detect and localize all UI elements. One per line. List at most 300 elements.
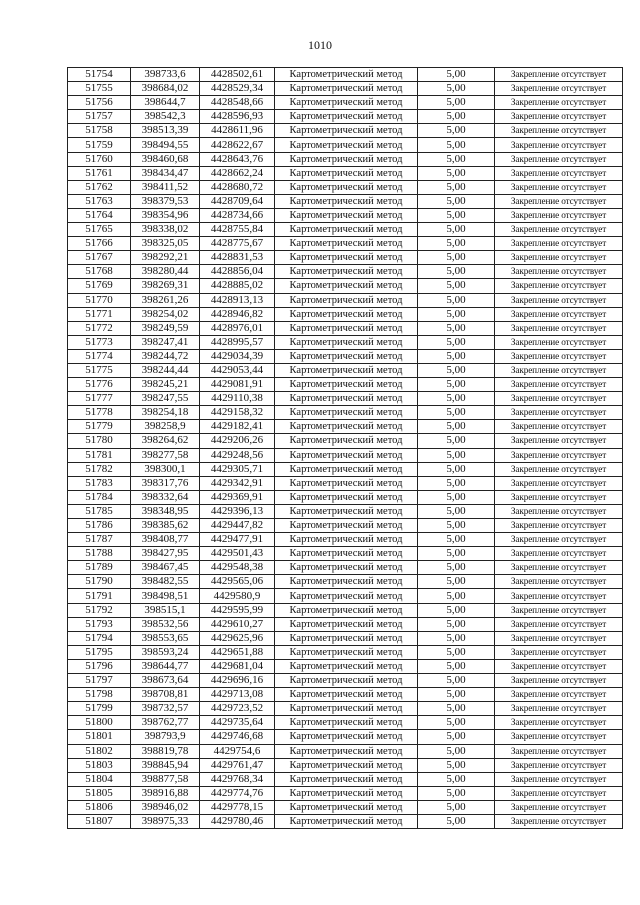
accuracy-cell: 5,00 [418,814,495,828]
y-coordinate-cell: 4428709,64 [200,194,275,208]
method-cell: Картометрический метод [275,251,418,265]
table-row [68,462,623,476]
table-row [68,800,623,814]
x-coordinate-cell: 398249,59 [131,321,200,335]
accuracy-cell: 5,00 [418,786,495,800]
table-row [68,575,623,589]
fixation-cell: Закрепление отсутствует [495,307,623,321]
accuracy-cell: 5,00 [418,603,495,617]
method-cell: Картометрический метод [275,800,418,814]
accuracy-cell: 5,00 [418,561,495,575]
method-cell: Картометрический метод [275,674,418,688]
fixation-cell: Закрепление отсутствует [495,603,623,617]
accuracy-cell: 5,00 [418,68,495,82]
method-cell: Картометрический метод [275,279,418,293]
fixation-cell: Закрепление отсутствует [495,617,623,631]
y-coordinate-cell: 4429610,27 [200,617,275,631]
accuracy-cell: 5,00 [418,82,495,96]
accuracy-cell: 5,00 [418,617,495,631]
x-coordinate-cell: 398254,18 [131,406,200,420]
y-coordinate-cell: 4428856,04 [200,265,275,279]
x-coordinate-cell: 398845,94 [131,758,200,772]
point-number-cell: 51786 [68,519,131,533]
table-row [68,617,623,631]
x-coordinate-cell: 398354,96 [131,208,200,222]
table-row [68,321,623,335]
method-cell: Картометрический метод [275,814,418,828]
fixation-cell: Закрепление отсутствует [495,659,623,673]
fixation-cell: Закрепление отсутствует [495,68,623,82]
x-coordinate-cell: 398553,65 [131,631,200,645]
accuracy-cell: 5,00 [418,758,495,772]
method-cell: Картометрический метод [275,82,418,96]
y-coordinate-cell: 4429754,6 [200,744,275,758]
method-cell: Картометрический метод [275,772,418,786]
y-coordinate-cell: 4429501,43 [200,547,275,561]
accuracy-cell: 5,00 [418,448,495,462]
table-row [68,744,623,758]
point-number-cell: 51780 [68,434,131,448]
x-coordinate-cell: 398644,77 [131,659,200,673]
accuracy-cell: 5,00 [418,434,495,448]
fixation-cell: Закрепление отсутствует [495,279,623,293]
point-number-cell: 51758 [68,124,131,138]
accuracy-cell: 5,00 [418,547,495,561]
y-coordinate-cell: 4429342,91 [200,476,275,490]
point-number-cell: 51798 [68,688,131,702]
point-number-cell: 51800 [68,716,131,730]
accuracy-cell: 5,00 [418,110,495,124]
table-row [68,631,623,645]
y-coordinate-cell: 4428611,96 [200,124,275,138]
fixation-cell: Закрепление отсутствует [495,82,623,96]
method-cell: Картометрический метод [275,68,418,82]
x-coordinate-cell: 398317,76 [131,476,200,490]
point-number-cell: 51763 [68,194,131,208]
y-coordinate-cell: 4429565,06 [200,575,275,589]
y-coordinate-cell: 4429651,88 [200,645,275,659]
y-coordinate-cell: 4428734,66 [200,208,275,222]
table-row [68,363,623,377]
x-coordinate-cell: 398733,6 [131,68,200,82]
table-row [68,152,623,166]
method-cell: Картометрический метод [275,702,418,716]
x-coordinate-cell: 398532,56 [131,617,200,631]
table-row [68,476,623,490]
fixation-cell: Закрепление отсутствует [495,223,623,237]
point-number-cell: 51760 [68,152,131,166]
table-row [68,533,623,547]
y-coordinate-cell: 4429053,44 [200,363,275,377]
point-number-cell: 51794 [68,631,131,645]
fixation-cell: Закрепление отсутствует [495,688,623,702]
x-coordinate-cell: 398708,81 [131,688,200,702]
accuracy-cell: 5,00 [418,293,495,307]
method-cell: Картометрический метод [275,378,418,392]
fixation-cell: Закрепление отсутствует [495,575,623,589]
y-coordinate-cell: 4428622,67 [200,138,275,152]
table-row [68,589,623,603]
x-coordinate-cell: 398467,45 [131,561,200,575]
x-coordinate-cell: 398498,51 [131,589,200,603]
y-coordinate-cell: 4429595,99 [200,603,275,617]
table-row [68,504,623,518]
x-coordinate-cell: 398593,24 [131,645,200,659]
x-coordinate-cell: 398244,44 [131,363,200,377]
fixation-cell: Закрепление отсутствует [495,645,623,659]
point-number-cell: 51772 [68,321,131,335]
y-coordinate-cell: 4428662,24 [200,166,275,180]
table-row [68,645,623,659]
method-cell: Картометрический метод [275,603,418,617]
method-cell: Картометрический метод [275,321,418,335]
fixation-cell: Закрепление отсутствует [495,251,623,265]
coordinates-table [67,67,623,829]
x-coordinate-cell: 398247,55 [131,392,200,406]
fixation-cell: Закрепление отсутствует [495,378,623,392]
y-coordinate-cell: 4428913,13 [200,293,275,307]
table-row [68,674,623,688]
y-coordinate-cell: 4429746,68 [200,730,275,744]
method-cell: Картометрический метод [275,758,418,772]
accuracy-cell: 5,00 [418,166,495,180]
fixation-cell: Закрепление отсутствует [495,392,623,406]
point-number-cell: 51791 [68,589,131,603]
x-coordinate-cell: 398325,05 [131,237,200,251]
method-cell: Картометрический метод [275,744,418,758]
y-coordinate-cell: 4428755,84 [200,223,275,237]
table-row [68,659,623,673]
fixation-cell: Закрепление отсутствует [495,561,623,575]
method-cell: Картометрический метод [275,462,418,476]
point-number-cell: 51797 [68,674,131,688]
y-coordinate-cell: 4429447,82 [200,519,275,533]
fixation-cell: Закрепление отсутствует [495,490,623,504]
method-cell: Картометрический метод [275,363,418,377]
x-coordinate-cell: 398277,58 [131,448,200,462]
method-cell: Картометрический метод [275,533,418,547]
method-cell: Картометрический метод [275,138,418,152]
table-row [68,434,623,448]
table-row [68,786,623,800]
point-number-cell: 51755 [68,82,131,96]
fixation-cell: Закрепление отсутствует [495,800,623,814]
y-coordinate-cell: 4429158,32 [200,406,275,420]
accuracy-cell: 5,00 [418,138,495,152]
accuracy-cell: 5,00 [418,406,495,420]
table-row [68,335,623,349]
accuracy-cell: 5,00 [418,716,495,730]
table-row [68,223,623,237]
fixation-cell: Закрепление отсутствует [495,519,623,533]
x-coordinate-cell: 398762,77 [131,716,200,730]
accuracy-cell: 5,00 [418,237,495,251]
fixation-cell: Закрепление отсутствует [495,589,623,603]
table-row [68,349,623,363]
x-coordinate-cell: 398793,9 [131,730,200,744]
fixation-cell: Закрепление отсутствует [495,420,623,434]
fixation-cell: Закрепление отсутствует [495,237,623,251]
fixation-cell: Закрепление отсутствует [495,814,623,828]
table-row [68,293,623,307]
x-coordinate-cell: 398946,02 [131,800,200,814]
accuracy-cell: 5,00 [418,335,495,349]
method-cell: Картометрический метод [275,730,418,744]
accuracy-cell: 5,00 [418,349,495,363]
table-row [68,279,623,293]
x-coordinate-cell: 398254,02 [131,307,200,321]
accuracy-cell: 5,00 [418,152,495,166]
accuracy-cell: 5,00 [418,307,495,321]
point-number-cell: 51754 [68,68,131,82]
point-number-cell: 51782 [68,462,131,476]
x-coordinate-cell: 398482,55 [131,575,200,589]
accuracy-cell: 5,00 [418,279,495,293]
page-number: 1010 [308,38,332,52]
accuracy-cell: 5,00 [418,223,495,237]
table-row [68,392,623,406]
method-cell: Картометрический метод [275,448,418,462]
fixation-cell: Закрепление отсутствует [495,476,623,490]
accuracy-cell: 5,00 [418,321,495,335]
accuracy-cell: 5,00 [418,800,495,814]
fixation-cell: Закрепление отсутствует [495,744,623,758]
table-row [68,490,623,504]
table-row [68,603,623,617]
method-cell: Картометрический метод [275,335,418,349]
accuracy-cell: 5,00 [418,420,495,434]
y-coordinate-cell: 4429206,26 [200,434,275,448]
point-number-cell: 51787 [68,533,131,547]
point-number-cell: 51759 [68,138,131,152]
x-coordinate-cell: 398280,44 [131,265,200,279]
point-number-cell: 51757 [68,110,131,124]
fixation-cell: Закрепление отсутствует [495,110,623,124]
method-cell: Картометрический метод [275,786,418,800]
y-coordinate-cell: 4429780,46 [200,814,275,828]
y-coordinate-cell: 4429681,04 [200,659,275,673]
table-row [68,82,623,96]
fixation-cell: Закрепление отсутствует [495,758,623,772]
accuracy-cell: 5,00 [418,180,495,194]
x-coordinate-cell: 398515,1 [131,603,200,617]
x-coordinate-cell: 398684,02 [131,82,200,96]
y-coordinate-cell: 4428643,76 [200,152,275,166]
method-cell: Картометрический метод [275,476,418,490]
table-row [68,251,623,265]
table-row [68,730,623,744]
fixation-cell: Закрепление отсутствует [495,194,623,208]
point-number-cell: 51768 [68,265,131,279]
point-number-cell: 51788 [68,547,131,561]
x-coordinate-cell: 398261,26 [131,293,200,307]
method-cell: Картометрический метод [275,406,418,420]
fixation-cell: Закрепление отсутствует [495,208,623,222]
point-number-cell: 51804 [68,772,131,786]
y-coordinate-cell: 4428548,66 [200,96,275,110]
point-number-cell: 51761 [68,166,131,180]
accuracy-cell: 5,00 [418,251,495,265]
y-coordinate-cell: 4429735,64 [200,716,275,730]
y-coordinate-cell: 4428775,67 [200,237,275,251]
point-number-cell: 51784 [68,490,131,504]
y-coordinate-cell: 4428680,72 [200,180,275,194]
accuracy-cell: 5,00 [418,265,495,279]
table-row [68,547,623,561]
x-coordinate-cell: 398673,64 [131,674,200,688]
y-coordinate-cell: 4429477,91 [200,533,275,547]
y-coordinate-cell: 4428596,93 [200,110,275,124]
table-row [68,237,623,251]
table-row [68,420,623,434]
method-cell: Картометрический метод [275,223,418,237]
point-number-cell: 51796 [68,659,131,673]
y-coordinate-cell: 4428502,61 [200,68,275,82]
x-coordinate-cell: 398494,55 [131,138,200,152]
x-coordinate-cell: 398258,9 [131,420,200,434]
y-coordinate-cell: 4429396,13 [200,504,275,518]
x-coordinate-cell: 398264,62 [131,434,200,448]
y-coordinate-cell: 4428946,82 [200,307,275,321]
method-cell: Картометрический метод [275,293,418,307]
x-coordinate-cell: 398975,33 [131,814,200,828]
x-coordinate-cell: 398379,53 [131,194,200,208]
y-coordinate-cell: 4429248,56 [200,448,275,462]
method-cell: Картометрический метод [275,561,418,575]
accuracy-cell: 5,00 [418,124,495,138]
y-coordinate-cell: 4428831,53 [200,251,275,265]
accuracy-cell: 5,00 [418,378,495,392]
fixation-cell: Закрепление отсутствует [495,547,623,561]
point-number-cell: 51775 [68,363,131,377]
point-number-cell: 51790 [68,575,131,589]
point-number-cell: 51781 [68,448,131,462]
point-number-cell: 51765 [68,223,131,237]
fixation-cell: Закрепление отсутствует [495,406,623,420]
accuracy-cell: 5,00 [418,772,495,786]
method-cell: Картометрический метод [275,589,418,603]
fixation-cell: Закрепление отсутствует [495,293,623,307]
method-cell: Картометрический метод [275,659,418,673]
x-coordinate-cell: 398513,39 [131,124,200,138]
method-cell: Картометрический метод [275,490,418,504]
y-coordinate-cell: 4429625,96 [200,631,275,645]
point-number-cell: 51806 [68,800,131,814]
point-number-cell: 51783 [68,476,131,490]
method-cell: Картометрический метод [275,349,418,363]
point-number-cell: 51805 [68,786,131,800]
method-cell: Картометрический метод [275,124,418,138]
y-coordinate-cell: 4429696,16 [200,674,275,688]
point-number-cell: 51802 [68,744,131,758]
point-number-cell: 51770 [68,293,131,307]
point-number-cell: 51792 [68,603,131,617]
x-coordinate-cell: 398332,64 [131,490,200,504]
accuracy-cell: 5,00 [418,730,495,744]
method-cell: Картометрический метод [275,96,418,110]
point-number-cell: 51776 [68,378,131,392]
fixation-cell: Закрепление отсутствует [495,462,623,476]
accuracy-cell: 5,00 [418,702,495,716]
table-row [68,448,623,462]
x-coordinate-cell: 398644,7 [131,96,200,110]
table-row [68,166,623,180]
accuracy-cell: 5,00 [418,744,495,758]
fixation-cell: Закрепление отсутствует [495,321,623,335]
accuracy-cell: 5,00 [418,659,495,673]
fixation-cell: Закрепление отсутствует [495,786,623,800]
fixation-cell: Закрепление отсутствует [495,533,623,547]
point-number-cell: 51767 [68,251,131,265]
x-coordinate-cell: 398348,95 [131,504,200,518]
accuracy-cell: 5,00 [418,688,495,702]
accuracy-cell: 5,00 [418,194,495,208]
table-row [68,68,623,82]
x-coordinate-cell: 398247,41 [131,335,200,349]
x-coordinate-cell: 398819,78 [131,744,200,758]
x-coordinate-cell: 398292,21 [131,251,200,265]
point-number-cell: 51779 [68,420,131,434]
table-row [68,124,623,138]
y-coordinate-cell: 4429548,38 [200,561,275,575]
accuracy-cell: 5,00 [418,631,495,645]
x-coordinate-cell: 398411,52 [131,180,200,194]
method-cell: Картометрический метод [275,716,418,730]
table-row [68,688,623,702]
point-number-cell: 51769 [68,279,131,293]
method-cell: Картометрический метод [275,645,418,659]
table-row [68,378,623,392]
y-coordinate-cell: 4429369,91 [200,490,275,504]
point-number-cell: 51762 [68,180,131,194]
y-coordinate-cell: 4428995,57 [200,335,275,349]
y-coordinate-cell: 4429723,52 [200,702,275,716]
accuracy-cell: 5,00 [418,645,495,659]
y-coordinate-cell: 4429182,41 [200,420,275,434]
accuracy-cell: 5,00 [418,462,495,476]
point-number-cell: 51789 [68,561,131,575]
method-cell: Картометрический метод [275,617,418,631]
table-row [68,561,623,575]
method-cell: Картометрический метод [275,631,418,645]
point-number-cell: 51801 [68,730,131,744]
point-number-cell: 51766 [68,237,131,251]
method-cell: Картометрический метод [275,265,418,279]
fixation-cell: Закрепление отсутствует [495,180,623,194]
point-number-cell: 51807 [68,814,131,828]
method-cell: Картометрический метод [275,547,418,561]
y-coordinate-cell: 4429774,76 [200,786,275,800]
accuracy-cell: 5,00 [418,674,495,688]
fixation-cell: Закрепление отсутствует [495,335,623,349]
fixation-cell: Закрепление отсутствует [495,124,623,138]
point-number-cell: 51799 [68,702,131,716]
accuracy-cell: 5,00 [418,533,495,547]
table-row [68,702,623,716]
table-row [68,519,623,533]
x-coordinate-cell: 398916,88 [131,786,200,800]
fixation-cell: Закрепление отсутствует [495,265,623,279]
point-number-cell: 51764 [68,208,131,222]
x-coordinate-cell: 398434,47 [131,166,200,180]
fixation-cell: Закрепление отсутствует [495,716,623,730]
table-row [68,758,623,772]
accuracy-cell: 5,00 [418,504,495,518]
fixation-cell: Закрепление отсутствует [495,504,623,518]
y-coordinate-cell: 4429081,91 [200,378,275,392]
table-row [68,307,623,321]
fixation-cell: Закрепление отсутствует [495,772,623,786]
